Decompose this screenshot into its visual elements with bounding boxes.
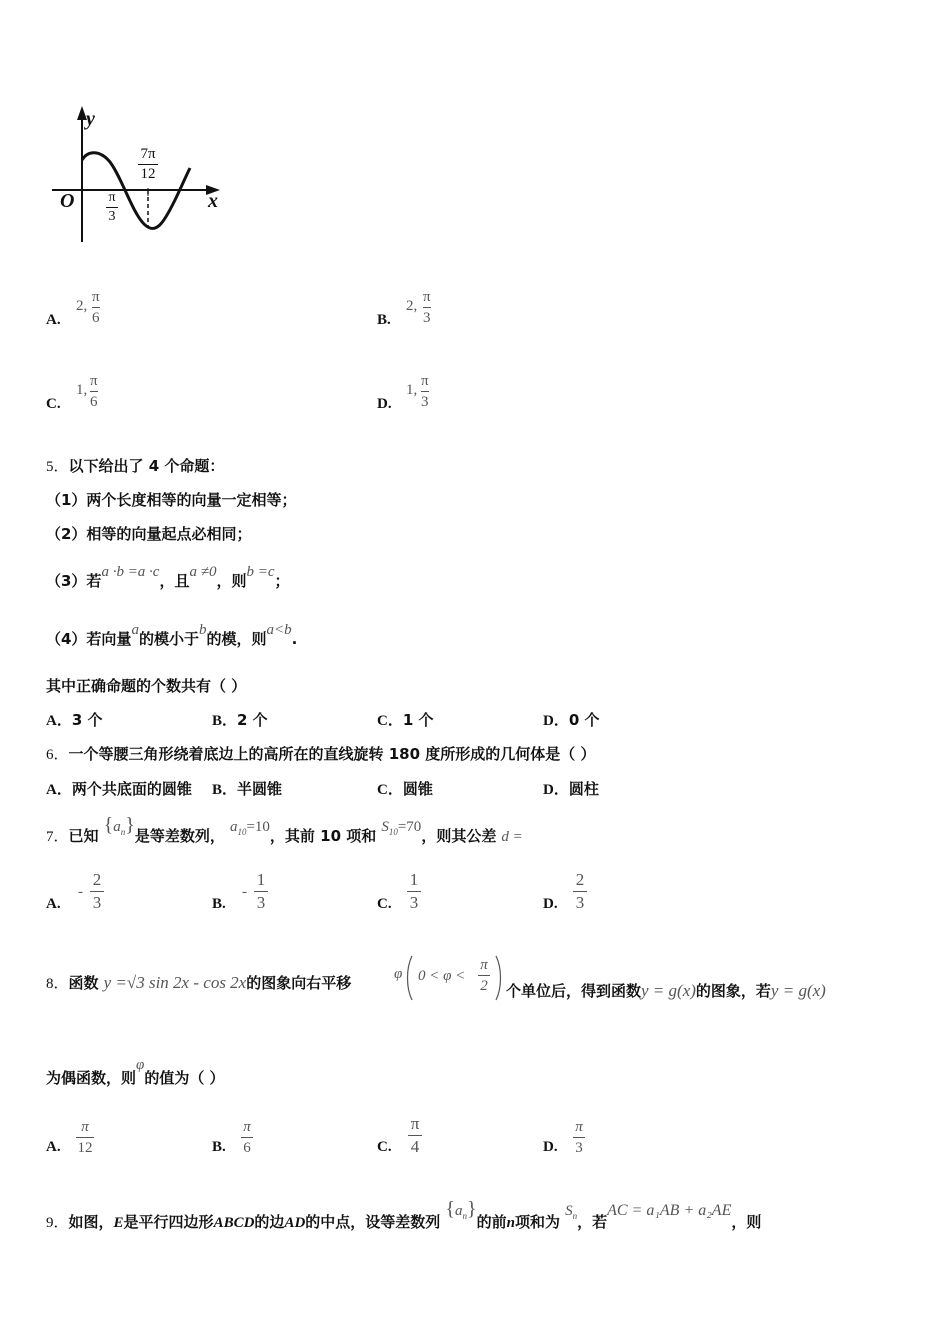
q4-option-d-letter[interactable]: D.: [377, 396, 392, 412]
q8-math-phi-2: φ: [136, 1057, 145, 1073]
q7-option-a-fraction: 2 3: [90, 870, 104, 913]
q7-option-c-fraction: 1 3: [407, 870, 421, 913]
q9-abcd: ABCD: [213, 1215, 255, 1231]
q5-p3-text-c: ，则: [216, 572, 247, 590]
q7-number: 7．: [46, 829, 69, 845]
q4-option-c-letter[interactable]: C.: [46, 396, 61, 412]
tick-7pi-over-12: 7π 12: [138, 146, 158, 183]
q6-option-a[interactable]: A．两个共底面的圆锥: [46, 780, 192, 798]
q5-proposition-2: （2）相等的向量起点必相同；: [46, 525, 252, 543]
q9-text-4: 的中点，设等差数列: [305, 1213, 441, 1231]
q6-option-b[interactable]: B．半圆锥: [212, 780, 283, 798]
tick-pi-over-3: π 3: [106, 190, 118, 225]
q5-p4-math-3: a<b: [266, 622, 292, 638]
q5-number: 5．: [46, 459, 69, 475]
q5-p4-text-d: .: [291, 630, 298, 648]
q8-option-c-fraction: π 4: [408, 1114, 422, 1157]
q8-text-4: 的图象，若: [695, 982, 771, 1000]
q7-option-d-letter[interactable]: D.: [543, 896, 558, 912]
q5-p3-text-a: （3）若: [46, 572, 102, 590]
q8-option-d-letter[interactable]: D.: [543, 1139, 558, 1155]
q5-ask: 其中正确命题的个数共有（ ）: [46, 677, 247, 695]
q4-option-a-letter[interactable]: A.: [46, 312, 61, 328]
q9-text-6: 项和为: [514, 1213, 560, 1231]
q8-line-2: [46, 1057, 225, 1088]
q7-math-an: $\{a_n\}$: [103, 814, 135, 837]
q9-math-vector: AC = a₁AB + a₂AE: [607, 1202, 732, 1219]
q4-option-b-prefix: 2,: [406, 298, 418, 314]
q5-p3-text-b: ，且: [159, 572, 190, 590]
q8-option-d-fraction: π 3: [573, 1118, 585, 1157]
q7-text-1: 已知: [68, 827, 99, 845]
q5-p4-text-b: 的模小于: [138, 630, 199, 648]
q9-math-an: $\{a_n\}$: [445, 1198, 477, 1221]
q9-stem-line: [46, 1198, 762, 1231]
q7-text-3: ，其前 10 项和: [269, 827, 377, 845]
q8-text-1: 函数: [68, 974, 99, 992]
q9-text-8: ，则: [731, 1213, 762, 1231]
q7-option-b-sign: -: [242, 884, 247, 900]
q8-option-b-fraction: π 6: [241, 1118, 253, 1157]
q8-number: 8．: [46, 976, 69, 992]
q8-text-3: 个单位后，得到函数: [506, 982, 642, 1000]
q8-option-a-letter[interactable]: A.: [46, 1139, 61, 1155]
q9-text-7: ，若: [577, 1213, 608, 1231]
q5-proposition-3: [46, 560, 290, 590]
q4-option-d-prefix: 1,: [406, 382, 418, 398]
q9-point-e: E: [113, 1215, 124, 1231]
q5-option-b[interactable]: B．2 个: [212, 711, 268, 729]
q9-text-2: 是平行四边形: [123, 1213, 214, 1231]
q7-text-2: 是等差数列，: [134, 827, 225, 845]
q8-math-phi: φ: [394, 966, 403, 982]
q7-option-d-fraction: 2 3: [573, 870, 587, 913]
q5-stem-line: [46, 455, 224, 476]
q8-text-6: 的值为（ ）: [144, 1069, 225, 1087]
q5-p4-math-2: b: [198, 622, 207, 638]
q5-p4-text-c: 的模，则: [206, 630, 267, 648]
q5-p3-math-3: b =c: [246, 564, 275, 580]
q8-range-fraction: π 2: [478, 956, 490, 995]
q4-option-d-fraction: π 3: [421, 373, 429, 410]
q7-text-4: ，则其公差: [421, 827, 497, 845]
q5-proposition-4: [46, 618, 298, 648]
q9-text-5: 的前: [476, 1213, 507, 1231]
q5-option-a[interactable]: A．3 个: [46, 711, 103, 729]
q4-option-c-prefix: 1,: [76, 382, 88, 398]
q5-p4-math-1: a: [131, 622, 139, 638]
q6-option-d[interactable]: D．圆柱: [543, 780, 599, 798]
q5-p3-text-d: ；: [274, 572, 290, 590]
q8-line-1b: [506, 980, 826, 1001]
q4-option-a-prefix: 2,: [76, 298, 88, 314]
q5-option-c[interactable]: C．1 个: [377, 711, 434, 729]
q7-math-d: d =: [501, 829, 523, 845]
q8-option-a-fraction: π 12: [77, 1119, 93, 1156]
q8-paren-left: [405, 954, 413, 1002]
q7-math-a10: $a_{10}=10$: [229, 819, 270, 837]
q8-math-g2: y = g(x): [770, 981, 826, 1000]
q9-text-1: 如图，: [68, 1213, 114, 1231]
q8-math-function: y =√3 sin 2x - cos 2x: [103, 973, 247, 992]
q4-option-a-fraction: π 6: [92, 289, 100, 326]
q4-option-b-fraction: π 3: [423, 289, 431, 326]
q6-option-c[interactable]: C．圆锥: [377, 780, 433, 798]
q6-number: 6．: [46, 747, 69, 763]
q5-p4-text-a: （4）若向量: [46, 630, 132, 648]
q6-stem-line: [46, 743, 596, 764]
q7-option-a-sign: -: [78, 884, 83, 900]
q9-n: n: [506, 1215, 515, 1231]
q5-proposition-1: （1）两个长度相等的向量一定相等；: [46, 491, 297, 509]
q7-stem-line: [46, 814, 523, 845]
q8-option-b-letter[interactable]: B.: [212, 1139, 226, 1155]
origin-label: O: [60, 190, 75, 212]
q8-text-2: 的图象向右平移: [246, 974, 352, 992]
q4-option-b-letter[interactable]: B.: [377, 312, 391, 328]
q5-option-d[interactable]: D．0 个: [543, 711, 600, 729]
q7-option-a-letter[interactable]: A.: [46, 896, 61, 912]
q9-text-3: 的边: [254, 1213, 285, 1231]
q7-option-b-fraction: 1 3: [254, 870, 268, 913]
q5-p3-math-1: a ·b =a ·c: [101, 564, 160, 580]
q8-paren-right: [495, 954, 503, 1002]
q8-line-1: [46, 972, 351, 993]
q9-math-sn: $S_n$: [565, 1203, 578, 1221]
y-axis-label: y: [86, 108, 95, 130]
q6-stem: 一个等腰三角形绕着底边上的高所在的直线旋转 180 度所形成的几何体是（ ）: [68, 745, 596, 763]
q7-option-c-letter[interactable]: C.: [377, 896, 392, 912]
q8-math-g1: y = g(x): [641, 981, 696, 1000]
q9-ad: AD: [284, 1215, 306, 1231]
q8-range: 0 < φ <: [418, 968, 466, 984]
x-axis-label: x: [208, 190, 218, 212]
q9-number: 9．: [46, 1215, 69, 1231]
q7-math-s10: $S_{10}=70$: [381, 819, 422, 837]
q4-option-c-fraction: π 6: [90, 373, 98, 410]
q7-option-b-letter[interactable]: B.: [212, 896, 226, 912]
q8-text-5: 为偶函数，则: [46, 1069, 137, 1087]
q8-option-c-letter[interactable]: C.: [377, 1139, 392, 1155]
q5-p3-math-2: a ≠0: [189, 564, 217, 580]
q5-stem: 以下给出了 4 个命题：: [68, 457, 225, 475]
